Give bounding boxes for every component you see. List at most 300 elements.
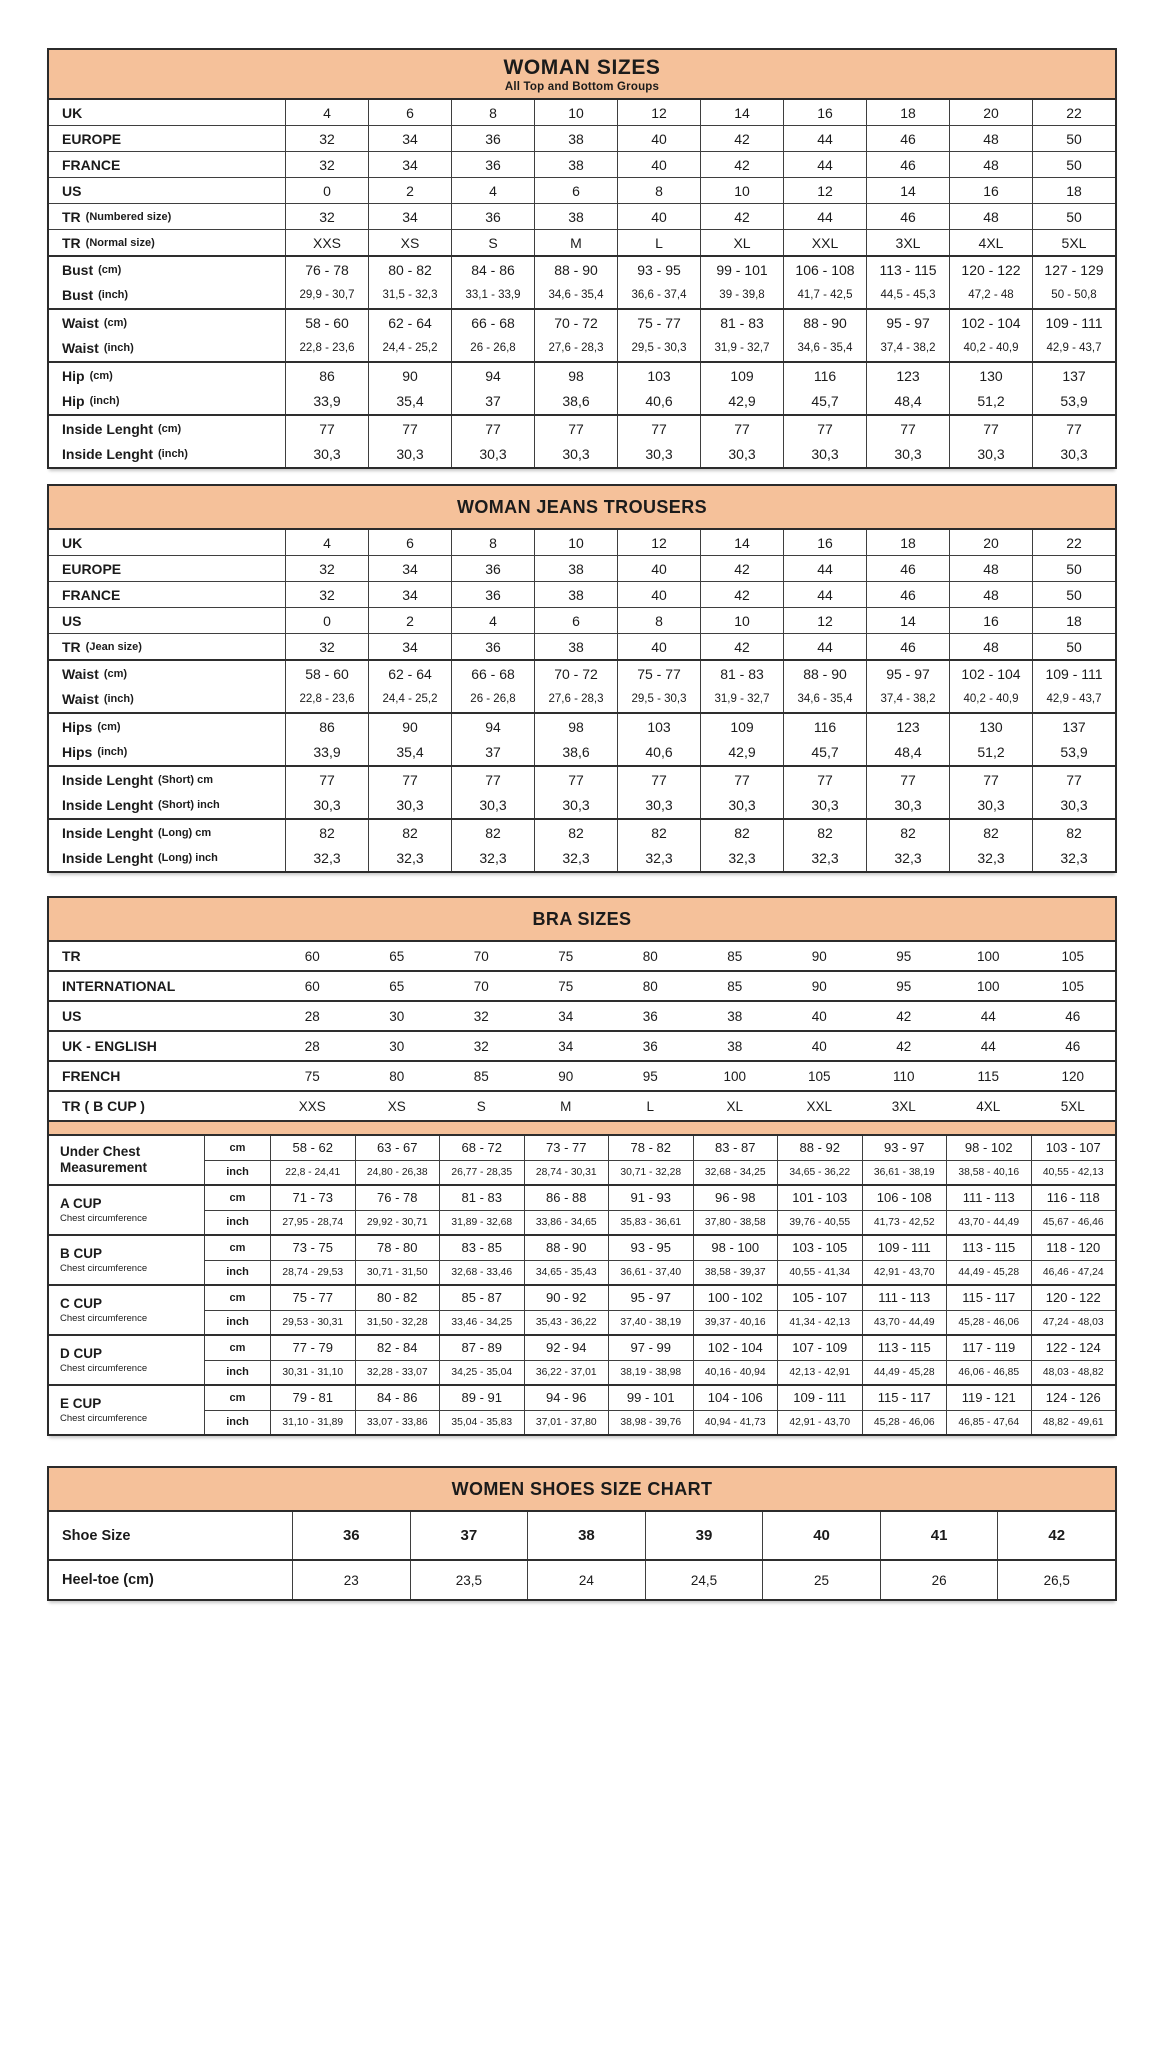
cell-value: 26,77 - 28,35 (439, 1161, 524, 1185)
size-cell (617, 257, 700, 308)
size-cell: XS (387, 1098, 406, 1114)
size-cell: 42 (700, 152, 783, 177)
size-row (49, 125, 1115, 151)
cell-value: 32,3 (562, 850, 590, 867)
cell-value: 32,68 - 34,25 (693, 1161, 778, 1185)
cell-value: 31,10 - 31,89 (270, 1411, 355, 1435)
cell-value: 83 - 85 (439, 1236, 524, 1260)
row-label-note: (inch) (103, 693, 134, 706)
cell-value: 77 (485, 420, 501, 437)
cell-value: 47,2 - 48 (968, 289, 1014, 302)
cup-sublabel: Chest circumference (60, 1212, 148, 1224)
row-label (49, 1286, 204, 1334)
size-cell: 90 (811, 978, 827, 994)
measurement-row (204, 1410, 1115, 1435)
cell-value: 35,04 - 35,83 (439, 1411, 524, 1435)
cell-value: 106 - 108 (862, 1186, 947, 1210)
size-row (49, 229, 1115, 255)
cell-value: 30,3 (894, 797, 922, 814)
cell-value: 130 (979, 718, 1003, 735)
size-cell: 34 (368, 556, 451, 581)
cell-value: 42,13 - 42,91 (777, 1361, 862, 1385)
cell-value: 31,89 - 32,68 (439, 1211, 524, 1235)
cup-measurements (204, 1136, 1115, 1184)
cell-value: 77 (734, 771, 750, 788)
cell-value: 82 - 84 (355, 1336, 440, 1360)
size-cell: 42 (700, 556, 783, 581)
cell-value: 30,3 (479, 446, 507, 463)
measurement-row (204, 1160, 1115, 1185)
size-cell: 42 (700, 126, 783, 151)
cell-value: 22,8 - 24,41 (270, 1161, 355, 1185)
bra-cup-rows (49, 1136, 1115, 1434)
cell-value: 88 - 90 (554, 261, 598, 278)
cell-value: 106 - 108 (795, 261, 855, 278)
row-label-note: (Short) inch (158, 799, 220, 812)
row-label (49, 204, 285, 229)
bra-conversion-row (49, 1030, 1115, 1060)
cell-value: 30,3 (977, 446, 1005, 463)
cell-value: 91 - 93 (608, 1186, 693, 1210)
size-cell: 10 (534, 530, 617, 555)
size-cell (866, 767, 949, 818)
size-cell (285, 661, 368, 712)
size-cell: 95 (896, 948, 912, 964)
cell-value: 42,9 (728, 744, 756, 761)
row-label-text: Hip (62, 367, 85, 384)
cell-value: 40,6 (645, 744, 673, 761)
size-cell (949, 257, 1032, 308)
cell-value: 82 (734, 824, 750, 841)
row-label-line (62, 687, 134, 713)
unit-label: inch (204, 1311, 270, 1335)
size-cell (783, 363, 866, 414)
size-cell: 10 (700, 608, 783, 633)
cell-value: 120 - 122 (1031, 1286, 1116, 1310)
size-cell: 4 (451, 178, 534, 203)
size-cell (866, 416, 949, 467)
row-label-note: (cm) (103, 316, 128, 329)
size-cell: 38 (534, 556, 617, 581)
size-cell: 75 (558, 948, 574, 964)
cell-value: 35,4 (396, 744, 424, 761)
cell-value: 116 - 118 (1031, 1186, 1116, 1210)
cell-value: 98 (568, 718, 584, 735)
cell-value: 58 - 62 (270, 1136, 355, 1160)
cell-value: 30,71 - 32,28 (608, 1161, 693, 1185)
size-cell: 46 (866, 556, 949, 581)
cell-value: 30,3 (645, 446, 673, 463)
size-cell: 44 (783, 152, 866, 177)
cell-value: 28,74 - 29,53 (270, 1261, 355, 1285)
size-cell: 3XL (866, 230, 949, 255)
row-label-note: (Long) cm (158, 826, 212, 839)
cell-value: 90 - 92 (524, 1286, 609, 1310)
bra-conversion-row (49, 942, 1115, 970)
cell-value: 42,9 - 43,7 (1046, 693, 1102, 706)
size-cell (700, 363, 783, 414)
row-label-text: Inside Lenght (62, 771, 153, 788)
cell-value: 26 - 26,8 (470, 693, 516, 706)
cell-value: 94 (485, 718, 501, 735)
row-label-text: Waist (62, 340, 99, 357)
size-cell: 14 (866, 178, 949, 203)
cell-value: 77 (983, 771, 999, 788)
cell-value: 117 - 119 (946, 1336, 1031, 1360)
cell-value: 94 (485, 367, 501, 384)
cell-value: 77 (402, 420, 418, 437)
size-cell: 12 (783, 608, 866, 633)
size-cell: 8 (451, 100, 534, 125)
cell-value: 32,68 - 33,46 (439, 1261, 524, 1285)
size-cell: 4XL (949, 230, 1032, 255)
cell-value: 77 (900, 771, 916, 788)
cell-value: 29,9 - 30,7 (299, 289, 355, 302)
cell-value: 30,3 (728, 446, 756, 463)
cell-value: 90 (402, 718, 418, 735)
unit-label: cm (204, 1336, 270, 1360)
size-cell: 90 (811, 948, 827, 964)
cell-value: 78 - 82 (608, 1136, 693, 1160)
shoe-row (49, 1512, 1115, 1559)
size-cell: 105 (1061, 978, 1085, 994)
cell-value: 38,19 - 38,98 (608, 1361, 693, 1385)
bra-cup-group (49, 1136, 1115, 1184)
cell-value: 66 - 68 (471, 665, 515, 682)
woman-jeans-header (49, 486, 1115, 530)
measurement-row (204, 1186, 1115, 1210)
cell-value: 30,3 (1060, 446, 1088, 463)
cell-value: 37,4 - 38,2 (880, 693, 936, 706)
size-cell (949, 767, 1032, 818)
cell-value: 95 - 97 (886, 314, 930, 331)
size-cell (700, 820, 783, 871)
size-cell (534, 820, 617, 871)
cell-value: 77 (485, 771, 501, 788)
cell-value: 30,3 (562, 797, 590, 814)
size-cell: 44 (783, 126, 866, 151)
cell-value: 109 - 111 (862, 1236, 947, 1260)
row-label: TR ( B CUP ) (62, 1098, 145, 1114)
woman-sizes-rows (49, 100, 1115, 467)
size-cell: 40 (617, 634, 700, 659)
size-cell: XXS (285, 230, 368, 255)
cell-value: 34,65 - 35,43 (524, 1261, 609, 1285)
size-cell (949, 714, 1032, 765)
size-cell (534, 363, 617, 414)
size-cell: 110 (892, 1068, 915, 1084)
cup-measurements (204, 1286, 1115, 1334)
size-cell (866, 661, 949, 712)
cell-value: 51,2 (977, 393, 1005, 410)
size-cell: 48 (949, 152, 1032, 177)
cell-value: 42,91 - 43,70 (862, 1261, 947, 1285)
cell-value: 82 (651, 824, 667, 841)
cell-value: 27,6 - 28,3 (548, 342, 604, 355)
cell-value: 29,5 - 30,3 (631, 693, 687, 706)
cup-sublabel: Chest circumference (60, 1262, 148, 1274)
size-cell: XXL (806, 1098, 833, 1114)
unit-label: cm (204, 1286, 270, 1310)
cell-value: 77 (983, 420, 999, 437)
size-cell (368, 714, 451, 765)
cell-value: 40,55 - 42,13 (1031, 1161, 1116, 1185)
size-cell (368, 661, 451, 712)
size-cell: 38 (727, 1038, 743, 1054)
cell-value: 81 - 83 (720, 314, 764, 331)
size-cell (700, 661, 783, 712)
bra-section-divider (49, 1120, 1115, 1136)
size-cell: 32 (285, 556, 368, 581)
cell-value: 77 - 79 (270, 1336, 355, 1360)
size-cell: 36 (451, 634, 534, 659)
cell-value: 40,16 - 40,94 (693, 1361, 778, 1385)
size-cell: 34 (368, 582, 451, 607)
cell-value: 102 - 104 (961, 665, 1021, 682)
row-label: Heel-toe (cm) (62, 1572, 154, 1588)
cell-value: 76 - 78 (305, 261, 349, 278)
cell-value: 124 - 126 (1031, 1386, 1116, 1410)
cell-value: 40,55 - 41,34 (777, 1261, 862, 1285)
row-label-text: FRANCE (62, 156, 121, 173)
size-cell: 115 (977, 1068, 1000, 1084)
size-cell (1032, 767, 1115, 818)
cell-value: 94 - 96 (524, 1386, 609, 1410)
size-cell (1032, 416, 1115, 467)
row-label-text: Hips (62, 718, 93, 735)
cell-value: 41,34 - 42,13 (777, 1311, 862, 1335)
cell-value: 78 - 80 (355, 1236, 440, 1260)
size-cell: 60 (304, 978, 320, 994)
cell-value: 66 - 68 (471, 314, 515, 331)
unit-label: inch (204, 1161, 270, 1185)
cup-measurements (204, 1386, 1115, 1434)
cell-value: 37,4 - 38,2 (880, 342, 936, 355)
woman-sizes-table (47, 48, 1117, 469)
size-cell: 28 (304, 1008, 320, 1024)
cell-value: 99 - 101 (716, 261, 768, 278)
size-cell: 30 (389, 1038, 405, 1054)
size-cell: 39 (645, 1512, 763, 1559)
size-cell (451, 820, 534, 871)
cell-value: 58 - 60 (305, 314, 349, 331)
size-row (49, 607, 1115, 633)
bra-conversion-row (49, 970, 1115, 1000)
cell-value: 93 - 97 (862, 1136, 947, 1160)
size-row (49, 203, 1115, 229)
cell-value: 101 - 103 (777, 1186, 862, 1210)
cell-value: 75 - 77 (637, 314, 681, 331)
measurement-row (204, 1260, 1115, 1285)
size-cell: 100 (976, 978, 1000, 994)
size-row (49, 151, 1115, 177)
size-cell: 40 (617, 556, 700, 581)
size-cell: 46 (866, 634, 949, 659)
size-cell: 6 (534, 178, 617, 203)
measurement-row (204, 1386, 1115, 1410)
cell-value: 32,3 (479, 850, 507, 867)
row-label-line (62, 793, 220, 819)
cell-value: 98 - 100 (693, 1236, 778, 1260)
size-cell (451, 416, 534, 467)
size-cell: 10 (534, 100, 617, 125)
row-label-text: Bust (62, 287, 94, 304)
cell-value: 77 (817, 771, 833, 788)
size-cell (866, 363, 949, 414)
row-label-text: TR (62, 234, 81, 251)
cell-value: 111 - 113 (862, 1286, 947, 1310)
cell-value: 79 - 81 (270, 1386, 355, 1410)
size-cell: 22 (1032, 100, 1115, 125)
size-row (49, 555, 1115, 581)
size-cell (368, 767, 451, 818)
size-cell: 36 (451, 204, 534, 229)
row-label-text: UK (62, 534, 83, 551)
size-cell: 50 (1032, 204, 1115, 229)
cell-value: 84 - 86 (355, 1386, 440, 1410)
cell-value: 36,61 - 38,19 (862, 1161, 947, 1185)
size-cell: 0 (285, 178, 368, 203)
cell-value: 75 - 77 (270, 1286, 355, 1310)
cell-value: 33,07 - 33,86 (355, 1411, 440, 1435)
size-cell: 36 (451, 556, 534, 581)
cell-value: 24,4 - 25,2 (382, 342, 438, 355)
row-label: FRENCH (62, 1068, 121, 1084)
size-cell: 32 (473, 1038, 489, 1054)
measurement-row (204, 1310, 1115, 1335)
size-cell: 95 (896, 978, 912, 994)
size-row (49, 818, 1115, 871)
cell-value: 44,49 - 45,28 (862, 1361, 947, 1385)
size-cell: 23 (292, 1561, 410, 1599)
cell-value: 77 (734, 420, 750, 437)
size-cell: 42 (700, 582, 783, 607)
size-cell (866, 820, 949, 871)
row-label: INTERNATIONAL (62, 978, 176, 994)
size-cell (1032, 820, 1115, 871)
size-cell (617, 310, 700, 361)
cell-value: 107 - 109 (777, 1336, 862, 1360)
row-label-text: US (62, 182, 82, 199)
size-cell: 48 (949, 204, 1032, 229)
size-cell: 0 (285, 608, 368, 633)
cell-value: 40,6 (645, 393, 673, 410)
cell-value: 77 (319, 771, 335, 788)
row-label-text: Bust (62, 261, 94, 278)
cell-value: 31,5 - 32,3 (382, 289, 438, 302)
row-label (49, 1236, 204, 1284)
row-label-note: (Numbered size) (85, 210, 172, 223)
row-label-note: (inch) (97, 746, 128, 759)
cell-value: 97 - 99 (608, 1336, 693, 1360)
cell-value: 39 - 39,8 (719, 289, 765, 302)
size-cell (451, 767, 534, 818)
size-row (49, 177, 1115, 203)
cell-value: 90 (402, 367, 418, 384)
size-cell: 6 (534, 608, 617, 633)
size-cell (285, 310, 368, 361)
cell-value: 44,5 - 45,3 (880, 289, 936, 302)
cell-value: 34,65 - 36,22 (777, 1161, 862, 1185)
cell-value: 38,58 - 40,16 (946, 1161, 1031, 1185)
size-cell (285, 820, 368, 871)
cell-value: 98 (568, 367, 584, 384)
size-cell: 20 (949, 530, 1032, 555)
size-cell: 36 (451, 582, 534, 607)
cell-value: 137 (1062, 718, 1086, 735)
cell-value: 70 - 72 (554, 314, 598, 331)
cell-value: 38,98 - 39,76 (608, 1411, 693, 1435)
cell-value: 73 - 77 (524, 1136, 609, 1160)
row-label-text: Hips (62, 744, 93, 761)
cup-label: B CUP (60, 1246, 103, 1262)
row-label (49, 714, 285, 765)
cell-value: 88 - 90 (803, 665, 847, 682)
size-cell: 14 (700, 530, 783, 555)
size-cell: 8 (617, 608, 700, 633)
size-cell: 38 (534, 634, 617, 659)
cell-value: 50 - 50,8 (1051, 289, 1097, 302)
size-cell: 4XL (976, 1098, 1001, 1114)
size-cell: 40 (617, 204, 700, 229)
row-label-text: Waist (62, 665, 99, 682)
cell-value: 30,31 - 31,10 (270, 1361, 355, 1385)
cell-value: 96 - 98 (693, 1186, 778, 1210)
size-cell (1032, 661, 1115, 712)
size-cell (700, 767, 783, 818)
cell-value: 92 - 94 (524, 1336, 609, 1360)
size-cell: 12 (617, 100, 700, 125)
size-cell (866, 257, 949, 308)
row-label-line (62, 416, 181, 442)
size-cell: 44 (980, 1038, 996, 1054)
cell-value: 120 - 122 (961, 261, 1021, 278)
cell-value: 77 (402, 771, 418, 788)
size-cell: 14 (866, 608, 949, 633)
size-row (49, 308, 1115, 361)
cell-value: 33,1 - 33,9 (465, 289, 521, 302)
cell-value: 36,6 - 37,4 (631, 289, 687, 302)
cell-value: 41,73 - 42,52 (862, 1211, 947, 1235)
size-cell (368, 363, 451, 414)
size-cell: 44 (783, 634, 866, 659)
cell-value: 33,9 (313, 744, 341, 761)
size-cell: 14 (700, 100, 783, 125)
size-cell (1032, 363, 1115, 414)
size-cell (866, 714, 949, 765)
size-cell: 37 (410, 1512, 528, 1559)
cell-value: 42,9 (728, 393, 756, 410)
cell-value: 45,28 - 46,06 (946, 1311, 1031, 1335)
size-cell (783, 661, 866, 712)
cell-value: 30,3 (811, 446, 839, 463)
size-cell: 34 (368, 152, 451, 177)
size-cell (451, 310, 534, 361)
row-label (49, 310, 285, 361)
cell-value: 37 (485, 744, 501, 761)
size-cell: 36 (642, 1008, 658, 1024)
size-cell (451, 363, 534, 414)
cell-value: 122 - 124 (1031, 1336, 1116, 1360)
row-label-note: (cm) (103, 667, 128, 680)
row-label-note: (inch) (98, 289, 129, 302)
size-cell: 4 (451, 608, 534, 633)
size-cell: XXS (298, 1098, 326, 1114)
cell-value: 38,6 (562, 744, 590, 761)
row-label-note: (inch) (103, 342, 134, 355)
size-row (49, 712, 1115, 765)
cell-value: 83 - 87 (693, 1136, 778, 1160)
